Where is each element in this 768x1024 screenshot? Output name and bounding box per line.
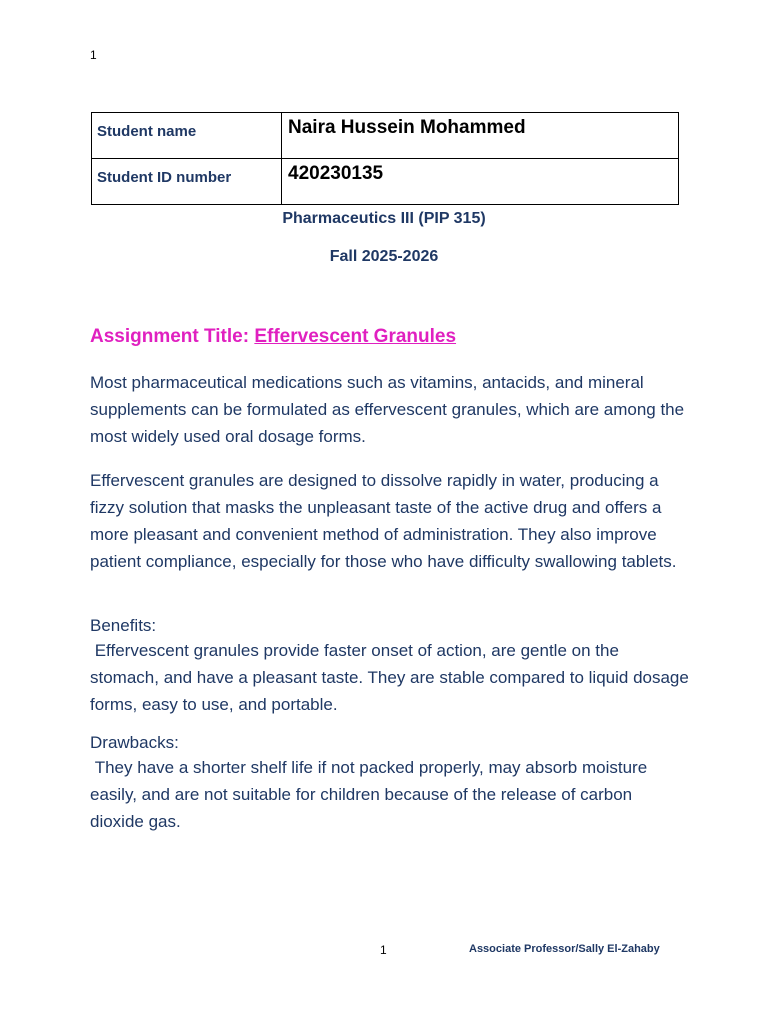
assignment-title-prefix: Assignment Title: xyxy=(90,326,255,347)
table-row xyxy=(92,159,679,205)
assignment-title-text: Effervescent Granules xyxy=(254,326,457,347)
benefits-paragraph: Effervescent granules provide faster onset of action, are gentle on the stomach, and have a pleasant taste. They are stable compared to liquid dosage forms, easy to use, and portable. xyxy=(90,641,689,714)
student-name-value: Naira Hussein Mohammed xyxy=(282,113,679,159)
student-id-value: 420230135 xyxy=(282,159,679,205)
student-id-label: Student ID number xyxy=(97,169,232,186)
benefits-heading: Benefits: xyxy=(90,616,157,635)
course-title: Pharmaceutics III (PIP 315) xyxy=(282,210,486,227)
student-info-table xyxy=(91,112,679,205)
semester: Fall 2025-2026 xyxy=(329,248,439,265)
student-id-label-cell xyxy=(92,159,282,205)
intro-paragraph: Most pharmaceutical medications such as vitamins, antacids, and mineral supplements can be formulated as effervescent granules, which are among the most widely used oral dosage forms. xyxy=(90,373,685,446)
drawbacks-paragraph: They have a shorter shelf life if not packed properly, may absorb moisture easily, and are not suitable for children because of the release of carbon dioxide gas. xyxy=(90,758,648,831)
footer-author: Associate Professor/Sally El-Zahaby xyxy=(469,943,660,955)
header-page-number: 1 xyxy=(90,48,97,62)
drawbacks-heading: Drawbacks: xyxy=(90,733,179,752)
student-name-label: Student name xyxy=(97,123,197,140)
table-row xyxy=(92,113,679,159)
assignment-title xyxy=(90,326,456,348)
footer-page-number: 1 xyxy=(380,943,387,957)
student-name-label-cell xyxy=(92,113,282,159)
description-paragraph: Effervescent granules are designed to dissolve rapidly in water, producing a fizzy solution that masks the unpleasant taste of the active drug and offers a more pleasant and convenient method of administration. They also improve patient compliance, especially for those who have difficulty swallowing tablets. xyxy=(90,471,677,571)
